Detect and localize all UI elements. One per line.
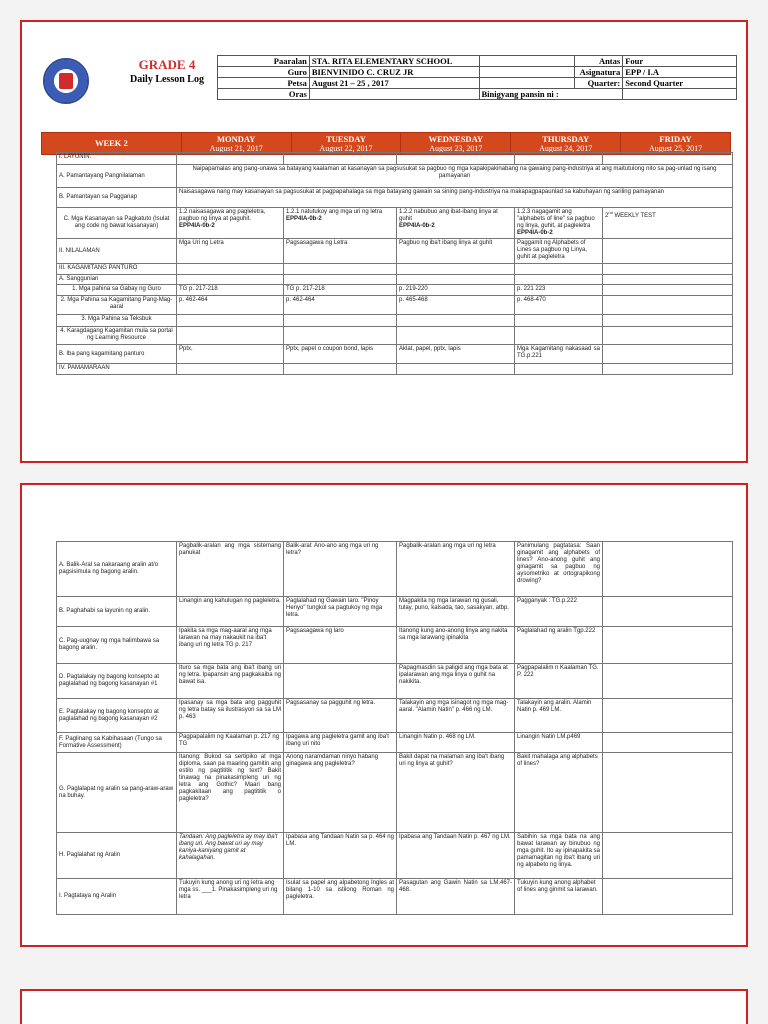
row-label: I. Pagtataya ng Aralin	[57, 879, 177, 915]
row-label: B. Paghahabi sa layunin ng aralin.	[57, 597, 177, 627]
row-label: F. Paglinang sa Kabihasaan (Tungo sa Formative Assessment)	[57, 733, 177, 753]
day-thursday: THURSDAY August 24, 2017	[511, 133, 621, 155]
row-label: 1. Mga pahina sa Gabay ng Guro	[57, 285, 177, 296]
info-table	[217, 55, 737, 100]
paaralan-label: Paaralan	[218, 56, 310, 67]
cell: p. 468-470	[515, 296, 603, 315]
cell: p. 465-468	[397, 296, 515, 315]
cell: 1.2 naisasagawa ang pagleletra, pagbuo ng linya at paguhit. EPP4IA-0b-2	[177, 208, 284, 239]
cell: Pagsasagawa ng Letra	[284, 239, 397, 264]
guro-value: BIENVINIDO C. CRUZ JR	[309, 67, 479, 78]
cell: Pagbalik-aralan ang mga sistemang panukat	[177, 542, 284, 597]
cell: Paglalahad ng Gawain laro. "Pinoy Henyo" tungkol sa pagtukoy ng mga letra.	[284, 597, 397, 627]
row-label: III. KAGAMITANG PANTURO	[57, 264, 177, 275]
row-label: B. Iba pang kagamitang panturo	[57, 345, 177, 364]
lesson-log-page-1	[20, 20, 748, 463]
row-label: A. Sanggunian	[57, 275, 177, 285]
day-tuesday: TUESDAY August 22, 2017	[291, 133, 401, 155]
cell: p. 219-220	[397, 285, 515, 296]
petsa-label: Petsa	[218, 78, 310, 89]
lesson-table-1	[56, 152, 733, 375]
cell: Pagsasagawa ng laro	[284, 627, 397, 664]
cell: Naipapamalas ang pang-unawa sa batayang kaalaman at kasanayan sa pagsusukat sa pagbuo ng mga kapakipakinabang na gawaing pang-industriya at ang maitutulong nito sa pag-unlad ng isang pamayanan	[177, 165, 733, 188]
day-monday: MONDAY August 21, 2017	[181, 133, 291, 155]
cell: Ipakita sa mga mag-aaral ang mga larawan na may nakaukit na iba't ibang uri ng letra TG p. 217	[177, 627, 284, 664]
row-label: IV. PAMAMARAAN	[57, 364, 177, 375]
brand-block	[97, 57, 237, 87]
row-label: D. Pagtalakay ng bagong konsepto at paglalahad ng bagong kasanayan #1	[57, 664, 177, 699]
row-label: 4. Karagdagang Kagamitan mula sa portal ng Learning Resource	[57, 327, 177, 345]
cell: Ipasanay sa mga bata ang pagguhit ng letra batay sa ilustrasyon sa sa LM p. 463	[177, 699, 284, 733]
cell: TG p. 217-218	[177, 285, 284, 296]
row-label: II. NILALAMAN	[57, 239, 177, 264]
lesson-table-2	[56, 541, 733, 915]
cell: Paglalahad ng aralin Tgp.222	[515, 627, 603, 664]
cell: 2nd WEEKLY TEST	[603, 208, 733, 239]
doc-title: Daily Lesson Log	[130, 74, 204, 85]
header	[41, 55, 731, 97]
antas-value: Four	[623, 56, 737, 67]
cell: Anong naramdaman ninyo habang ginagawa ang pagleletra?	[284, 753, 397, 833]
row-label: C. Pag-uugnay ng mga halimbawa sa bagong aralin.	[57, 627, 177, 664]
cell: Linangin Natin LM.p469	[515, 733, 603, 753]
day-wednesday: WEDNESDAY August 23, 2017	[401, 133, 511, 155]
cell: Pagganyak : TG.p.222	[515, 597, 603, 627]
cell: Bakit mahalaga ang alphabets of lines?	[515, 753, 603, 833]
cell: Pagpapalalim ng Kaalaman p. 217 ng TG	[177, 733, 284, 753]
row-label: C. Mga Kasanayan sa Pagkatuto (Isulat ang code ng bawat kasanayan)	[57, 208, 177, 239]
cell: 1.2.3 nagagamit ang "alphabets of line" sa pagbuo ng linya, guhit, at pagleletra EPP4IA-0b-2	[515, 208, 603, 239]
grade-title: GRADE 4	[138, 57, 196, 72]
cell: Aklat, papel, pptx, lapis	[397, 345, 515, 364]
cell: Pagpapalalim n Kaalaman TG. P. 222	[515, 664, 603, 699]
cell: Pptx,	[177, 345, 284, 364]
row-label: A. Pamantayang Pangnilalaman	[57, 165, 177, 188]
deped-seal-icon	[43, 58, 89, 104]
row-label: E. Pagtalakay ng bagong konsepto at paglalahad ng bagong kasanayan #2	[57, 699, 177, 733]
cell: p. 462-464	[284, 296, 397, 315]
cell: Balik-aral: Ano-ano ang mga uri ng letra?	[284, 542, 397, 597]
cell: Talakayin ang mga isinagot ng mga mag-aaral. "Alamin Natin" p. 466 ng LM.	[397, 699, 515, 733]
asignatura-label: Asignatura	[575, 67, 623, 78]
cell: Pagbalik-aralan ang mga uri ng letra	[397, 542, 515, 597]
row-label: 2. Mga Pahina sa Kagamitang Pang-Mag-aaral	[57, 296, 177, 315]
lesson-log-page-3	[20, 989, 748, 1024]
row-label: I. LAYUNIN:	[57, 153, 177, 165]
cell: Papagmasdin sa paligid ang mga bata at ipalarawan ang mga linya o guhit na nakikita.	[397, 664, 515, 699]
cell: Pagbuo ng iba't ibang linya at guhit	[397, 239, 515, 264]
cell: Panimulang pagtatasa: Saan ginagamit ang alphabets of lines? Ano-anong guhit ang ginagamit sa pagbuo ng aysometriko at ortograpikong drowing?	[515, 542, 603, 597]
week-label: WEEK 2	[42, 133, 182, 155]
cell: Tukuyin kung anong uri ng letra ang mga ss. ___1. Pinakasimpleng uri ng letra	[177, 879, 284, 915]
cell: Ituro sa mga bata ang iba't ibang uri ng letra. Ipapansin ang pagkakaiba ng bawat isa.	[177, 664, 284, 699]
cell: Mga Uri ng Letra	[177, 239, 284, 264]
cell: Itanong kung ano-anong linya ang nakita sa mga larawang ipinakita	[397, 627, 515, 664]
paaralan-value: STA. RITA ELEMENTARY SCHOOL	[309, 56, 479, 67]
cell: Linangin ang kahulugan ng pagleletra.	[177, 597, 284, 627]
cell: Magpakita ng mga larawan ng gusali, tulay, puno, kalsada, tao, sasakyan, atbp.	[397, 597, 515, 627]
row-label: 3. Mga Pahina sa Teksbuk	[57, 315, 177, 327]
row-label: B. Pamantayan sa Pagganap	[57, 188, 177, 208]
cell: Pagsasanay sa pagguhit ng letra.	[284, 699, 397, 733]
cell: Talakayin ang aralin. Alamin Natin p. 469 LM.	[515, 699, 603, 733]
row-label: H. Paglalahat ng Aralin	[57, 833, 177, 879]
cell: Naisasagawa nang may kasanayan sa pagsusukat at pagpapahalaga sa mga batayang gawain sa sining pang-industriya na makapagpapaunlad sa kabuhayan ng sariling pamayanan	[177, 188, 733, 208]
cell: Pasagutan ang Gawin Natin sa LM.467-468.	[397, 879, 515, 915]
cell: 1.2.1 natutukoy ang mga uri ng letra EPP4IA-0b-2	[284, 208, 397, 239]
cell: Linangin Natin p. 468 ng LM.	[397, 733, 515, 753]
day-friday: FRIDAY August 25, 2017	[621, 133, 731, 155]
cell: Mga Kagamitang nakasaad sa TG.p.221	[515, 345, 603, 364]
cell: Pptx, papel o coupon bond, lapis	[284, 345, 397, 364]
cell: Itanong: Bukod sa sertipiko at mga diploma, saan pa maaring gamitin ang estilo ng pagtititik ng text? Bakit tinawag na pinakasimpleng uri ng letra ang Gothic? Maari bang pagkakitaan ang pagtititik o pagleletra?	[177, 753, 284, 833]
row-label: G. Paglalapat ng aralin sa pang-araw-araw na buhay.	[57, 753, 177, 833]
asignatura-value: EPP / I.A	[623, 67, 737, 78]
quarter-value: Second Quarter	[623, 78, 737, 89]
guro-label: Guro	[218, 67, 310, 78]
quarter-label: Quarter:	[575, 78, 623, 89]
row-label: A. Balik-Aral sa nakaraang aralin at/o pagsisimula ng bagong aralin.	[57, 542, 177, 597]
cell: Sabihin sa mga bata na ang bawat larawan ay binubuo ng mga guhit. Ito ay ipinapakita sa pamamagitan ng iba't ibang uri ng alpabeto ng linya.	[515, 833, 603, 879]
antas-label: Antas	[575, 56, 623, 67]
cell: Tukuyin kung anong alphabet of lines ang ginmit sa larawan.	[515, 879, 603, 915]
cell: Ipabasa ang Tandaan Natin sa p. 464 ng LM.	[284, 833, 397, 879]
cell: Isulat sa papel ang alpabetong Ingles at bilang 1-10 sa istilong Roman ng pagleletra.	[284, 879, 397, 915]
oras-label: Oras	[218, 89, 310, 100]
pansin-label: Binigyang pansin ni :	[479, 89, 623, 100]
petsa-value: August 21 – 25 , 2017	[309, 78, 479, 89]
cell: Bakit dapat na malaman ang iba't ibang uri ng linya at guhit?	[397, 753, 515, 833]
cell: Paggamit ng Alphabets of Lines sa pagbuo ng Linya, guhit at pagleletra	[515, 239, 603, 264]
cell: TG p. 217-218	[284, 285, 397, 296]
cell: Ipabasa ang Tandaan Natin p. 467 ng LM.	[397, 833, 515, 879]
cell: p. 462-464	[177, 296, 284, 315]
cell: Ipagawa ang pagleletra gamit ang iba't ibang uri nito	[284, 733, 397, 753]
cell: 1.2.2 nabubuo ang ibat-ibang linya at guhit EPP4IA-0b-2	[397, 208, 515, 239]
cell: p. 221 223	[515, 285, 603, 296]
cell: Tandaan: Ang pagleletra ay may iba't ibang uri. Ang bawat uri ay may kaniya-kaniyang gamit at kahalagahan.	[177, 833, 284, 879]
lesson-log-page-2	[20, 483, 748, 947]
